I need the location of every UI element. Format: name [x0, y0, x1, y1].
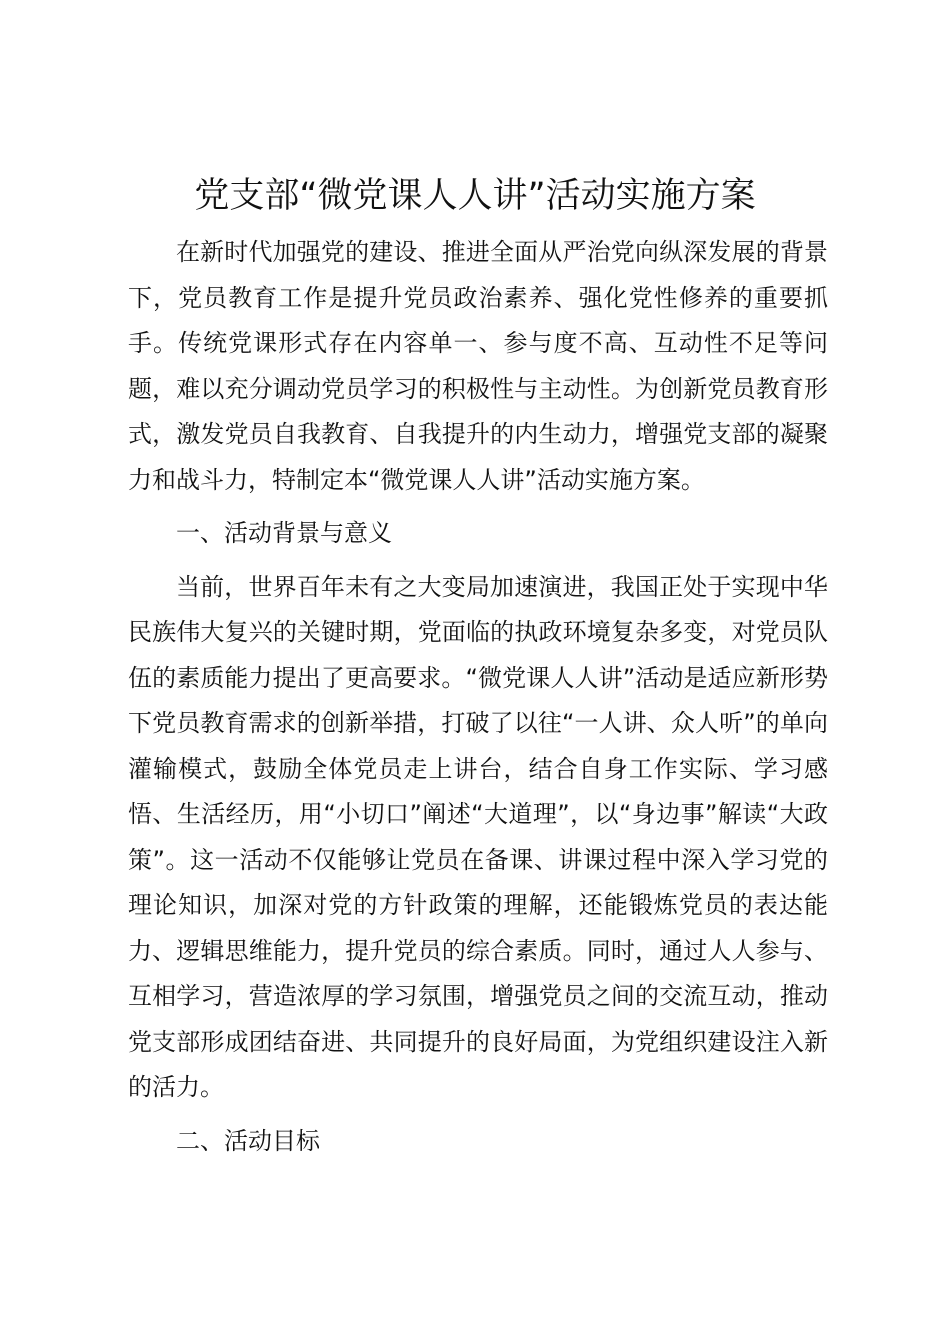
document-body: [128, 230, 828, 1164]
section-1-heading: 一、活动背景与意义: [176, 519, 392, 547]
section-2-heading: 二、活动目标: [176, 1126, 320, 1155]
document-title: 党支部“微党课人人讲”活动实施方案: [194, 176, 756, 216]
section-1-paragraph: 当前，世界百年未有之大变局加速演进，我国正处于实现中华民族伟大复兴的关键时期，党面临的执政环境复杂多变，对党员队伍的素质能力提出了更高要求。“微党课人人讲”活动是适应新形势下党员教育需求的创新举措，打破了以往“一人讲、众人听”的单向灌输模式，鼓励全体党员走上讲台，结合自身工作实际、学习感悟、生活经历，用“小切口”阐述“大道理”，以“身边事”解读“大政策”。这一活动不仅能够让党员在备课、讲课过程中深入学习党的理论知识，加深对党的方针政策的理解，还能锻炼党员的表达能力、逻辑思维能力，提升党员的综合素质。同时，通过人人参与、互相学习，营造浓厚的学习氛围，增强党员之间的交流互动，推动党支部形成团结奋进、共同提升的良好局面，为党组织建设注入新的活力。: [128, 572, 828, 1101]
intro-paragraph: 在新时代加强党的建设、推进全面从严治党向纵深发展的背景下，党员教育工作是提升党员政治素养、强化党性修养的重要抓手。传统党课形式存在内容单一、参与度不高、互动性不足等问题，难以充分调动党员学习的积极性与主动性。为创新党员教育形式，激发党员自我教育、自我提升的内生动力，增强党支部的凝聚力和战斗力，特制定本“微党课人人讲”活动实施方案。: [128, 238, 828, 494]
